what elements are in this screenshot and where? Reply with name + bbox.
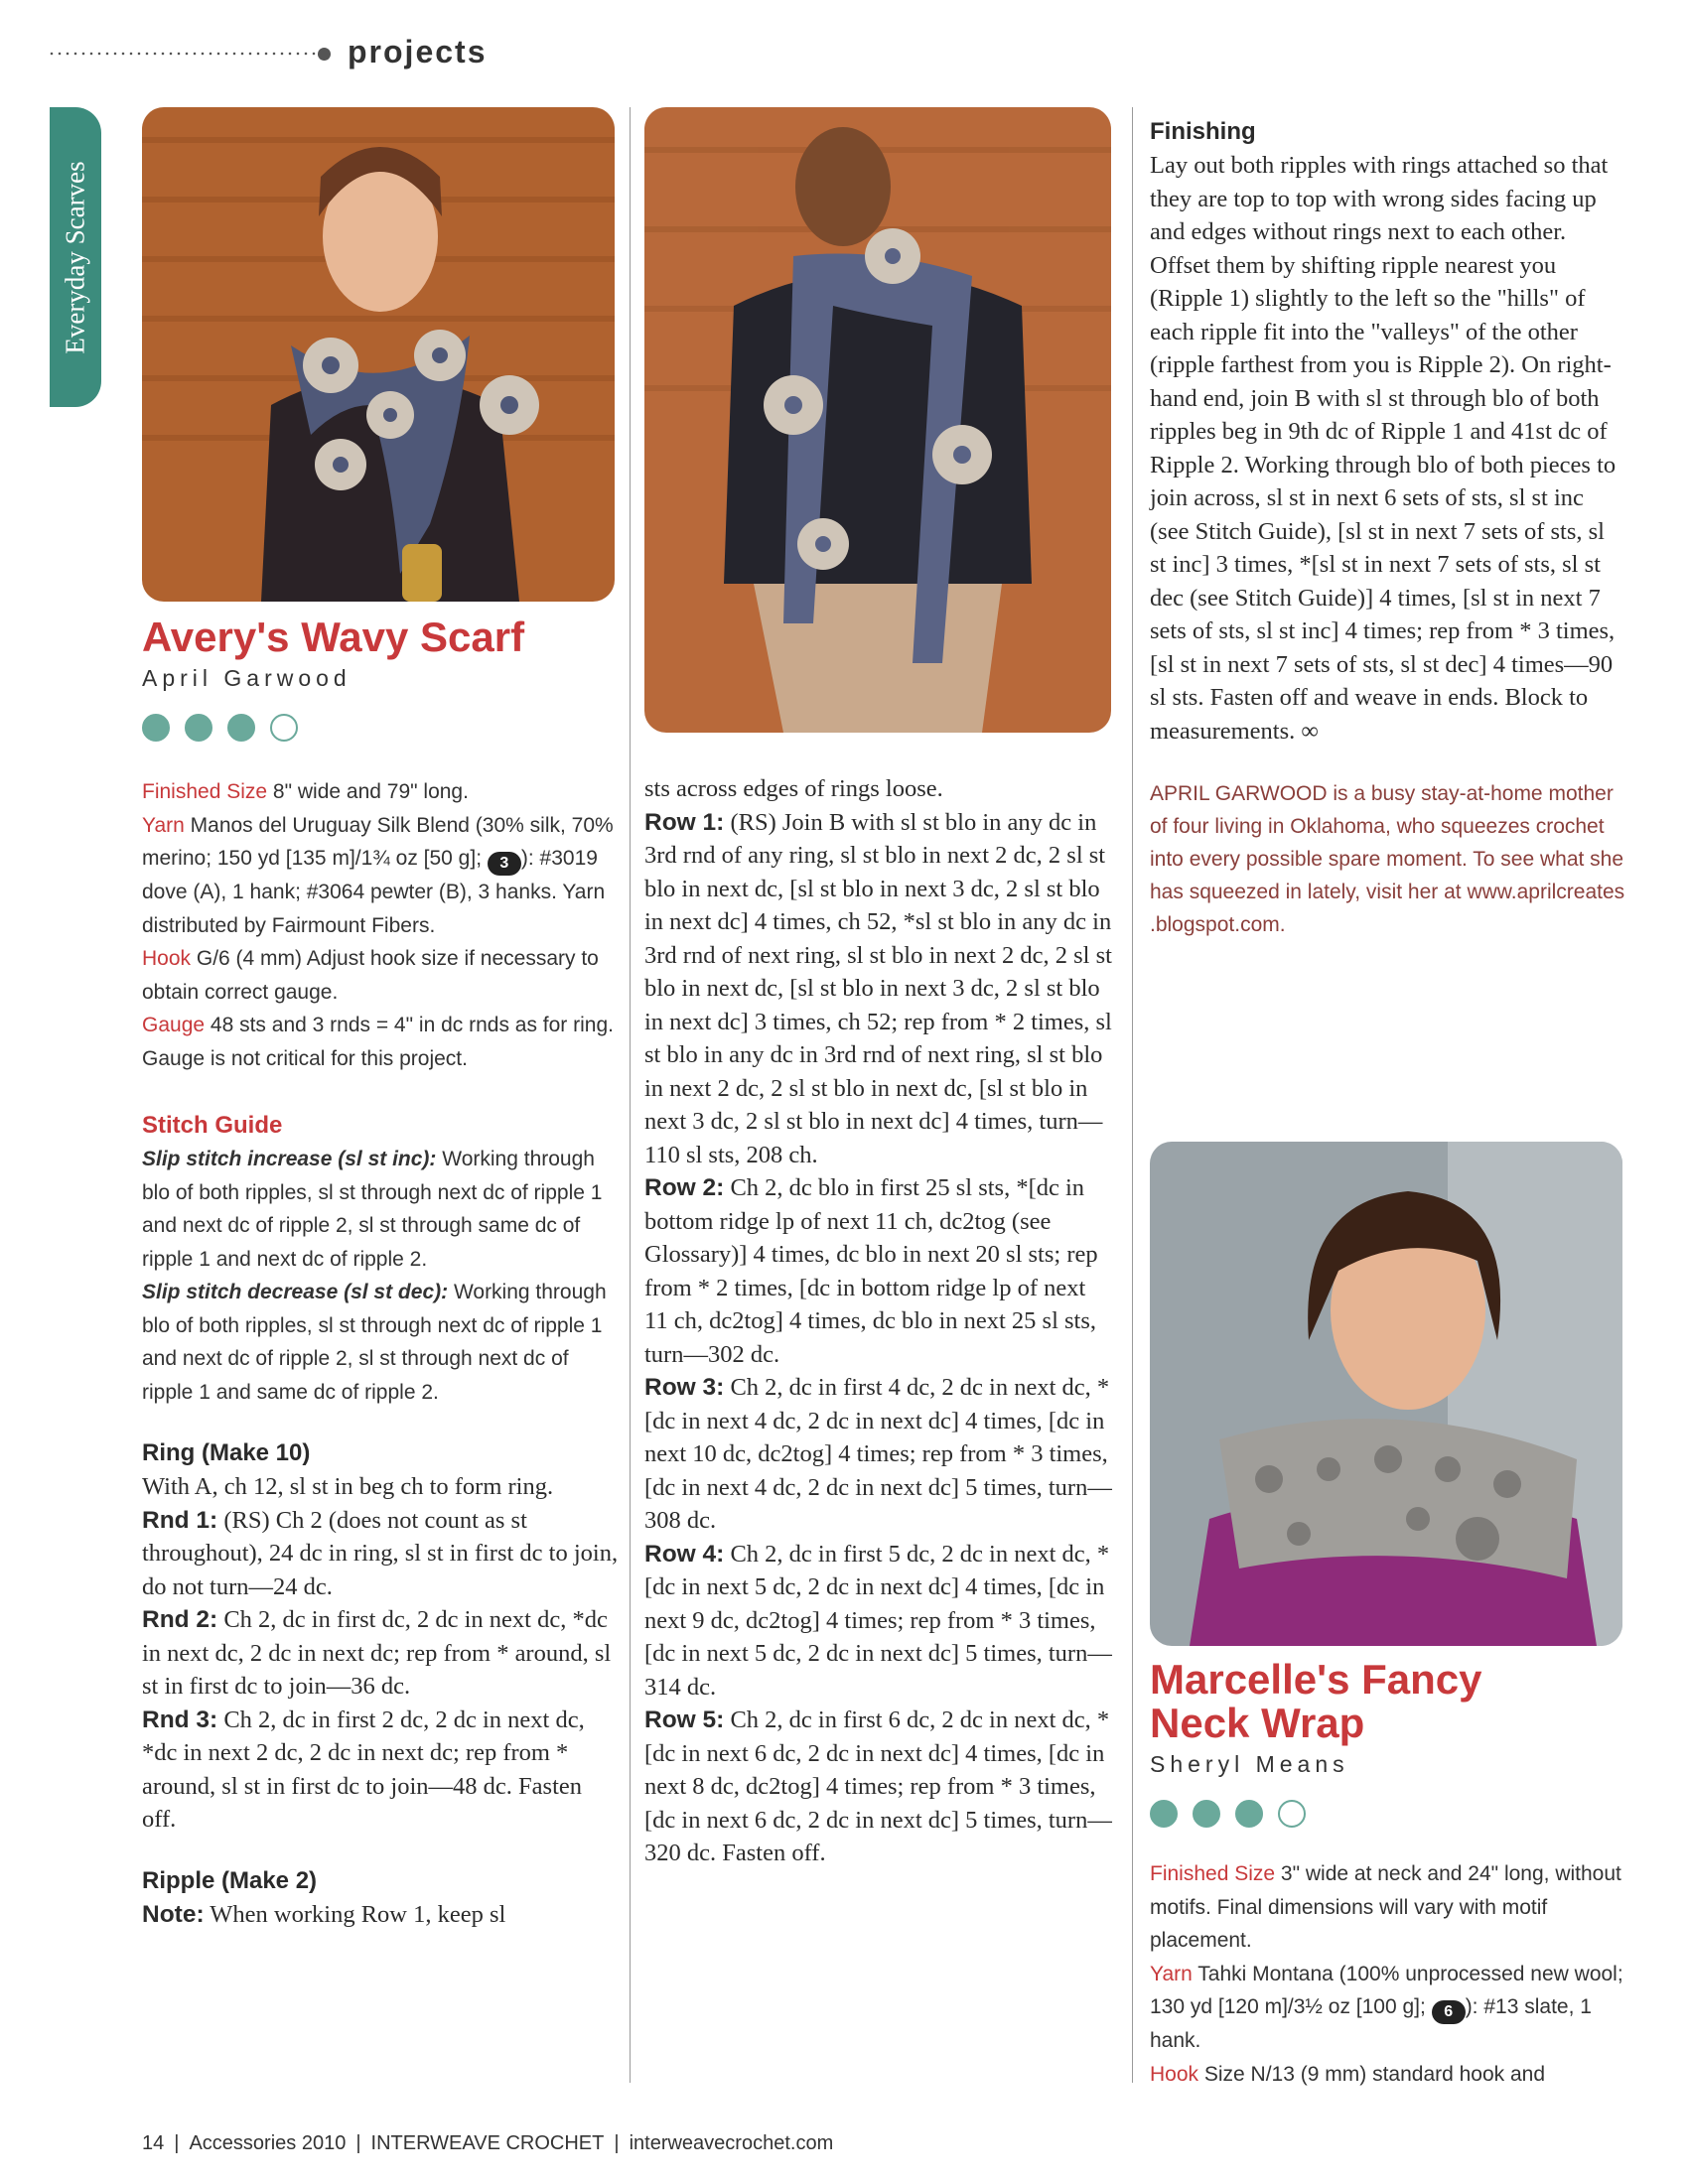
sl-st-dec-text: Working through blo of both ripples, sl st through next dc of ripple 1 and next dc of ripple 2, sl st through next dc of ripple 1 and same dc of ripple 2.	[142, 1281, 607, 1404]
skill-dot-filled	[142, 714, 170, 742]
materials-block	[1150, 1857, 1626, 2091]
row-4-text: Ch 2, dc in first 5 dc, 2 dc in next dc, *[dc in next 5 dc, 2 dc in next dc] 4 times, [dc in next 9 dc, dc2tog] 4 times; rep from * 3 times, [dc in next 5 dc, 2 dc in next dc] 5 times, turn—314 dc.	[644, 1540, 1112, 1701]
row-5-label: Row 5:	[644, 1706, 725, 1733]
yarn-text: Tahki Montana (100% unprocessed new wool; 130 yd [120 m]/3½ oz [100 g];	[1150, 1962, 1623, 2018]
row-2-text: Ch 2, dc blo in first 25 sl sts, *[dc in bottom ridge lp of next 11 ch, dc2tog (see Glossary)] 4 times, dc blo in next 20 sl sts; rep from * 2 times, [dc in bottom ridge lp of next 11 ch, dc2tog] 4 times, dc blo in next 25 sl sts, turn—302 dc.	[644, 1174, 1098, 1368]
note-text: When working Row 1, keep sl	[204, 1900, 506, 1928]
section-label: projects	[348, 34, 488, 69]
rnd-2-label: Rnd 2:	[142, 1606, 218, 1633]
row-4-label: Row 4:	[644, 1540, 725, 1568]
column-divider	[630, 107, 631, 2083]
project1-column	[142, 615, 619, 1931]
project-author: Sheryl Means	[1150, 1751, 1349, 1777]
instructions-column	[644, 772, 1115, 1870]
sl-st-inc-label: Slip stitch increase (sl st inc):	[142, 1148, 437, 1170]
row-1-text: (RS) Join B with sl st blo in any dc in 3rd rnd of any ring, sl st blo in next 2 dc, 2 sl st blo in next dc, [sl st blo in next 3 dc, 2 sl st blo in next dc] 4 times, ch 52, *sl st blo in any dc in 3rd rnd of next ring, sl st blo in next 2 dc, 2 sl st blo in next dc, [sl st blo in next 3 dc, 2 sl st blo in next dc] 3 times, ch 52; rep from * 2 times, sl st blo in any dc in 3rd rnd of next ring, sl st blo in next 2 dc, 2 sl st blo in next dc, [sl st blo in next 3 dc, 2 sl st blo in next dc] 4 times, turn—110 sl sts, 208 ch.	[644, 808, 1112, 1168]
skill-dot-filled	[227, 714, 255, 742]
rnd-3-label: Rnd 3:	[142, 1706, 218, 1733]
finishing-heading: Finishing	[1150, 118, 1256, 145]
yarn-text-cont: ): #13 slate, 1 hank.	[1150, 1995, 1592, 2052]
rnd-3-text: Ch 2, dc in first 2 dc, 2 dc in next dc, *dc in next 2 dc, 2 dc in next dc; rep from * around, sl st in first dc to join—48 dc. Fasten off.	[142, 1706, 585, 1833]
hook-text: G/6 (4 mm) Adjust hook size if necessary to obtain correct gauge.	[142, 947, 599, 1004]
skill-dot-empty	[270, 714, 298, 742]
hook-label: Hook	[142, 947, 192, 970]
ripple-heading: Ripple (Make 2)	[142, 1866, 318, 1894]
yarn-weight-icon: 6	[1432, 2000, 1466, 2024]
skill-dot-empty	[1278, 1800, 1306, 1828]
header-dot-leader	[48, 52, 318, 56]
page-footer: 14 | Accessories 2010 | INTERWEAVE CROCHET | interweavecrochet.com	[142, 2132, 834, 2154]
row-5-text: Ch 2, dc in first 6 dc, 2 dc in next dc, *[dc in next 6 dc, 2 dc in next dc] 4 times, [dc in next 8 dc, dc2tog] 4 times; rep from * 3 times, [dc in next 6 dc, 2 dc in next dc] 5 times, turn—320 dc. Fasten off.	[644, 1706, 1112, 1866]
side-tab	[50, 107, 101, 407]
skill-dot-filled	[1235, 1800, 1263, 1828]
neck-wrap-photo	[1150, 1142, 1622, 1646]
skill-dot-filled	[1150, 1800, 1178, 1828]
gauge-text: 48 sts and 3 rnds = 4" in dc rnds as for ring. Gauge is not critical for this project.	[142, 1014, 614, 1070]
ring-intro: With A, ch 12, sl st in beg ch to form ring.	[142, 1473, 554, 1500]
finished-size: 3" wide at neck and 24" long, without motifs. Final dimensions will vary with motif placement.	[1150, 1862, 1621, 1952]
row-1-label: Row 1:	[644, 808, 725, 836]
project-author: April Garwood	[142, 665, 352, 691]
yarn-text: Manos del Uruguay Silk Blend (30% silk, 70% merino; 150 yd [135 m]/1¾ oz [50 g];	[142, 813, 614, 870]
column-divider	[1132, 107, 1133, 2083]
hook-text: Size N/13 (9 mm) standard hook and	[1198, 2062, 1546, 2086]
skill-dot-filled	[185, 714, 212, 742]
ring-heading: Ring (Make 10)	[142, 1439, 311, 1466]
issue-name: Accessories 2010	[189, 2132, 347, 2154]
skill-dot-filled	[1193, 1800, 1220, 1828]
row-2-label: Row 2:	[644, 1174, 725, 1201]
project-title-line-1: Marcelle's Fancy	[1150, 1656, 1482, 1703]
yarn-text-cont: ): #3019 dove (A), 1 hank; #3064 pewter (B), 3 hanks. Yarn distributed by Fairmount Fibers.	[142, 847, 606, 937]
scarf-photo-back	[644, 107, 1111, 733]
finished-size-label: Finished Size	[1150, 1862, 1276, 1885]
page-number: 14	[142, 2132, 165, 2154]
stitch-guide-heading: Stitch Guide	[142, 1112, 283, 1139]
rnd-1-text: (RS) Ch 2 (does not count as st throughout), 24 dc in ring, sl st in first dc to join, do not turn—24 dc.	[142, 1506, 619, 1600]
row-3-text: Ch 2, dc in first 4 dc, 2 dc in next dc, *[dc in next 4 dc, 2 dc in next dc] 4 times, [dc in next 10 dc, dc2tog] 4 times; rep from * 3 times, [dc in next 4 dc, 2 dc in next dc] 5 times, turn—308 dc.	[644, 1374, 1112, 1534]
gauge-label: Gauge	[142, 1014, 206, 1036]
materials-block	[142, 775, 619, 1075]
hook-label: Hook	[1150, 2062, 1199, 2086]
project-title: Avery's Wavy Scarf	[142, 614, 525, 660]
header-bullet	[318, 48, 331, 61]
note-label: Note:	[142, 1900, 205, 1928]
yarn-weight-icon: 3	[488, 852, 521, 876]
sl-st-inc-text: Working through blo of both ripples, sl st through next dc of ripple 1 and next dc of ripple 2, sl st through same dc of ripple 1 and next dc of ripple 2.	[142, 1148, 603, 1271]
sl-st-dec-label: Slip stitch decrease (sl st dec):	[142, 1281, 449, 1303]
finished-size: 8" wide and 79" long.	[267, 780, 469, 803]
continued-text: sts across edges of rings loose.	[644, 775, 943, 802]
rnd-1-label: Rnd 1:	[142, 1506, 218, 1534]
skill-level	[142, 714, 619, 742]
project2-column	[1150, 1658, 1626, 2091]
yarn-label: Yarn	[1150, 1962, 1193, 1985]
finishing-text: Lay out both ripples with rings attached so that they are top to top with wrong sides facing up and edges without rings next to each other. Offset them by shifting ripple nearest you (Ripple 1) slightly to the left so the "hills" of each ripple fit into the "valleys" of the other (ripple farthest from you is Ripple 2). On right-hand end, join B with sl st through blo of both ripples beg in 9th dc of Ripple 1 and 41st dc of Ripple 2. Working through blo of both pieces to join across, sl st in next 6 sets of sts, sl st inc (see Stitch Guide), [sl st in next 7 sets of sts, sl st inc] 3 times, *[sl st in next 7 sets of sts, sl st dec (see Stitch Guide)] 4 times, [sl st in next 7 sets of sts, sl st inc] 4 times; rep from * 3 times, [sl st in next 7 sets of sts, sl st dec] 4 times—90 sl sts. Fasten off and weave in ends. Block to measurements.	[1150, 152, 1617, 745]
side-tab-label: Everyday Scarves	[60, 160, 90, 354]
finishing-column	[1150, 115, 1626, 941]
rnd-2-text: Ch 2, dc in first dc, 2 dc in next dc, *dc in next dc, 2 dc in next dc; rep from * around, sl st in first dc to join—36 dc.	[142, 1606, 612, 1700]
magazine-name: INTERWEAVE CROCHET	[370, 2132, 605, 2154]
finished-size-label: Finished Size	[142, 780, 268, 803]
website-link[interactable]: interweavecrochet.com	[629, 2132, 834, 2154]
scarf-photo-front	[142, 107, 615, 602]
project-title-line-2: Neck Wrap	[1150, 1700, 1365, 1746]
row-3-label: Row 3:	[644, 1374, 725, 1401]
skill-level	[1150, 1800, 1626, 1828]
yarn-label: Yarn	[142, 813, 185, 837]
designer-bio: APRIL GARWOOD is a busy stay-at-home mother of four living in Oklahoma, who squeezes crochet into every possible spare moment. To see what she has squeezed in lately, visit her at www.aprilcreates .blogspot.com.	[1150, 782, 1625, 936]
end-mark-icon: ∞	[1301, 717, 1319, 745]
